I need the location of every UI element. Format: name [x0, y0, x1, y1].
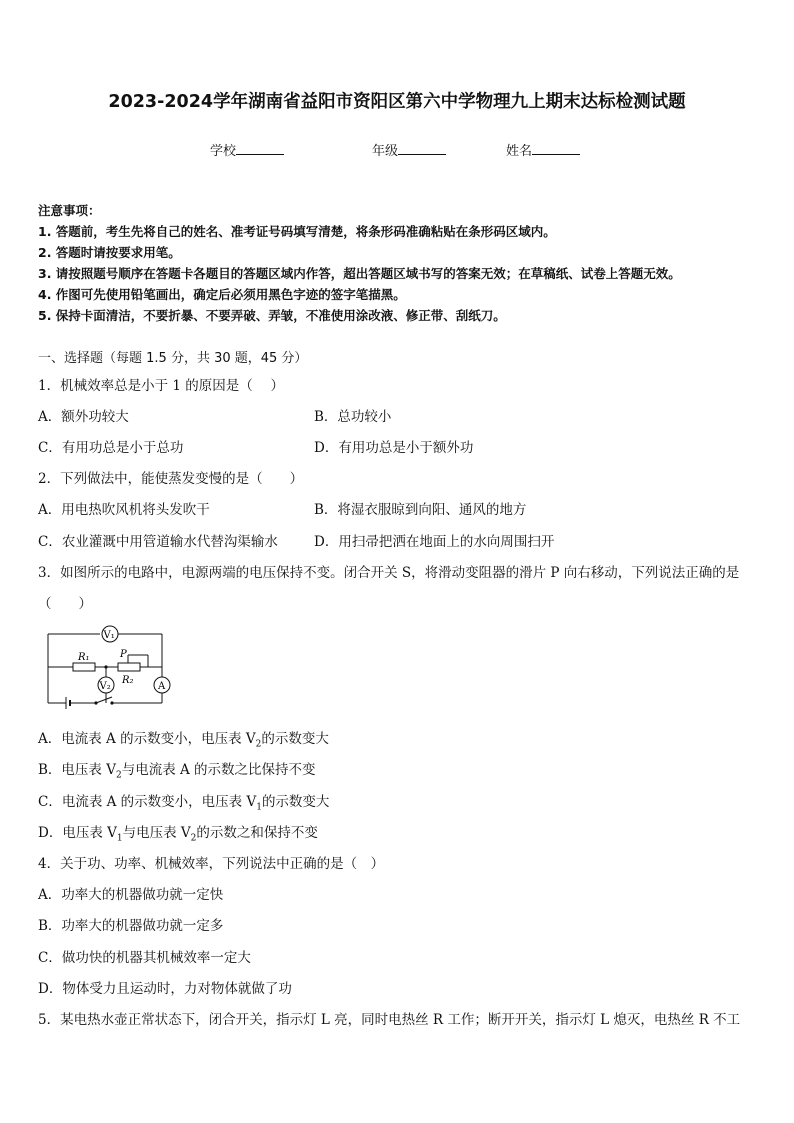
- name-field: [506, 140, 580, 159]
- q1-option-d: D．有用功总是小于额外功: [314, 440, 474, 456]
- exam-title: 2023-2024学年湖南省益阳市资阳区第六中学物理九上期末达标检测试题: [108, 92, 686, 112]
- q3-option-c: C．电流表 A 的示数变小，电压表 $V_1$的示数变大: [38, 794, 330, 813]
- q4-stem: 4．关于功、功率、机械效率，下列说法中正确的是（ ）: [38, 856, 385, 872]
- q2-option-a: A．用电热吹风机将头发吹干: [38, 502, 210, 518]
- q5-stem: 5．某电热水壶正常状态下，闭合开关，指示灯 L 亮，同时电热丝 R 工作；断开开关，指示灯 L 熄灭，电热丝 R 不工: [38, 1012, 741, 1028]
- q3-option-a: A．电流表 A 的示数变小，电压表 $V_2$的示数变大: [38, 731, 329, 750]
- school-blank: [236, 142, 284, 155]
- resistor-r1: [73, 663, 95, 671]
- q4-option-b: B．功率大的机器做功就一定多: [38, 918, 224, 934]
- q1-option-a: A．额外功较大: [38, 409, 129, 425]
- q3-stem-tail: （ ）: [38, 596, 92, 612]
- name-blank: [532, 142, 580, 155]
- notice-item: 2. 答题时请按要求用笔。: [38, 245, 181, 260]
- q1-stem: 1．机械效率总是小于 1 的原因是（ ）: [38, 378, 285, 394]
- grade-label: 年级: [372, 144, 399, 159]
- school-field: [210, 140, 284, 159]
- notice-item: 5. 保持卡面清洁，不要折暴、不要弄破、弄皱，不准使用涂改液、修正带、刮纸刀。: [38, 308, 506, 323]
- r2-label: R₂: [122, 675, 134, 686]
- notice-item: 1. 答题前，考生先将自己的姓名、准考证号码填写清楚，将条形码准确粘贴在条形码区域内。: [38, 224, 556, 239]
- notice-block: [38, 200, 681, 326]
- grade-field: [372, 140, 446, 159]
- q4-option-d: D．物体受力且运动时，力对物体就做了功: [38, 981, 292, 997]
- school-label: 学校: [210, 144, 237, 159]
- q3-option-b: B．电压表 $V_2$与电流表 A 的示数之比保持不变: [38, 762, 316, 781]
- q3-option-d: D．电压表 $V_1$与电压表 $V_2$的示数之和保持不变: [38, 825, 318, 844]
- v2-label: V₂: [99, 681, 111, 692]
- name-label: 姓名: [506, 144, 533, 159]
- q4-option-a: A．功率大的机器做功就一定快: [38, 887, 224, 903]
- q2-option-c: C．农业灌溉中用管道输水代替沟渠输水: [38, 534, 278, 550]
- q1-option-b: B．总功较小: [314, 409, 392, 425]
- ammeter-label: A: [158, 681, 166, 692]
- q2-stem: 2．下列做法中，能使蒸发变慢的是（ ）: [38, 471, 304, 487]
- q2-option-d: D．用扫帚把洒在地面上的水向周围扫开: [314, 534, 555, 550]
- v1-label: V₁: [103, 630, 115, 641]
- circuit-diagram: [40, 625, 180, 710]
- r1-label: R₁: [78, 652, 90, 663]
- notice-item: 4. 作图可先使用铅笔画出，确定后必须用黑色字迹的签字笔描黑。: [38, 287, 406, 302]
- slider-p-label: P: [120, 649, 127, 660]
- grade-blank: [398, 142, 446, 155]
- resistor-r2: [118, 663, 140, 671]
- q1-option-c: C．有用功总是小于总功: [38, 440, 184, 456]
- notice-item: 3. 请按照题号顺序在答题卡各题目的答题区域内作答，超出答题区域书写的答案无效；在草稿纸、试卷上答题无效。: [38, 266, 681, 281]
- section-heading: 一、选择题（每题 1.5 分，共 30 题，45 分）: [38, 351, 308, 366]
- q3-stem: 3．如图所示的电路中，电源两端的电压保持不变。闭合开关 S，将滑动变阻器的滑片 P 向右移动，下列说法正确的是: [38, 565, 740, 581]
- q2-option-b: B．将湿衣服晾到向阳、通风的地方: [314, 502, 527, 518]
- q4-option-c: C．做功快的机器其机械效率一定大: [38, 950, 251, 966]
- notice-heading: 注意事项：: [38, 203, 101, 218]
